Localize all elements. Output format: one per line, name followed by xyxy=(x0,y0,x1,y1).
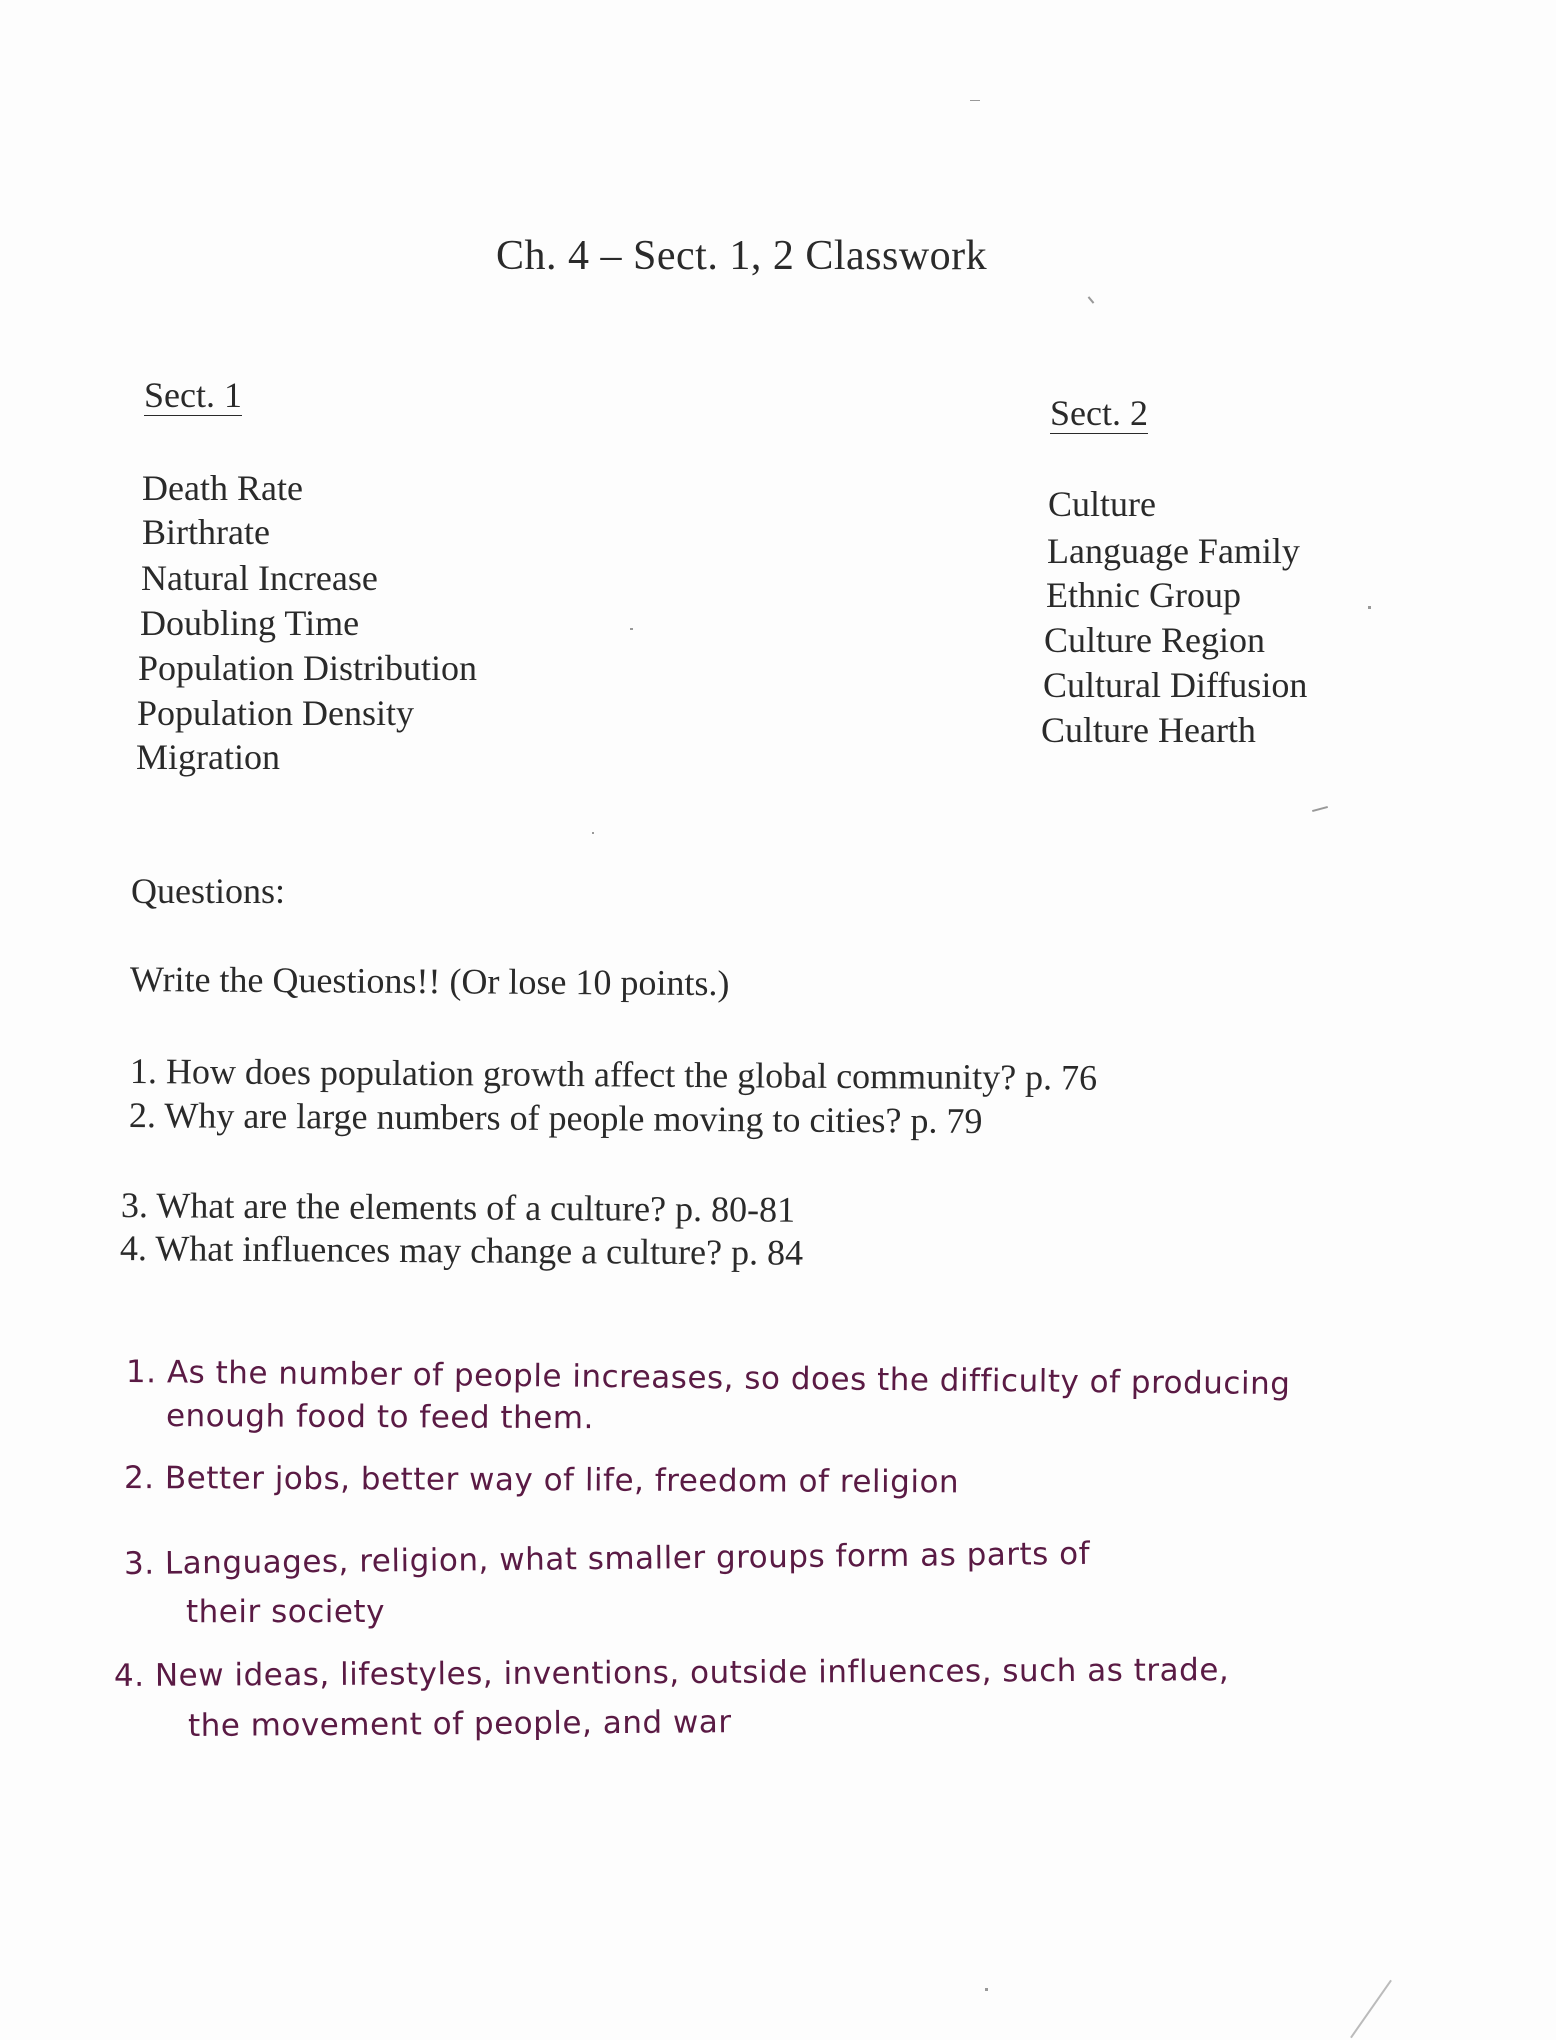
sect2-heading: Sect. 2 xyxy=(1050,393,1148,433)
sect1-term: Death Rate xyxy=(142,468,303,508)
sect2-term: Culture Region xyxy=(1044,620,1265,660)
scan-speck xyxy=(1350,1980,1392,2038)
answer-2-line1: 2. Better jobs, better way of life, freedom of religion xyxy=(123,1460,960,1501)
answer-3-line1: 3. Languages, religion, what smaller groups form as parts of xyxy=(123,1535,1091,1582)
question-item: 3. What are the elements of a culture? p. 80-81 xyxy=(120,1185,796,1230)
scan-speck xyxy=(985,1988,988,1991)
questions-label: Questions: xyxy=(131,871,286,911)
sect1-term: Birthrate xyxy=(142,512,270,552)
scan-speck xyxy=(1368,606,1371,609)
scan-speck xyxy=(1088,296,1095,303)
question-item: 4. What influences may change a culture? p. 84 xyxy=(119,1228,804,1273)
page-title: Ch. 4 – Sect. 1, 2 Classwork xyxy=(496,233,988,279)
scan-speck xyxy=(630,628,633,630)
answer-4-line2: the movement of people, and war xyxy=(187,1704,732,1744)
sect2-term: Ethnic Group xyxy=(1046,575,1241,615)
scan-speck xyxy=(592,832,594,834)
sect1-term: Doubling Time xyxy=(140,603,360,643)
scan-speck xyxy=(1312,806,1328,812)
answer-3-line2: their society xyxy=(186,1594,385,1630)
sect2-term: Culture xyxy=(1048,484,1156,524)
answer-1-line1: 1. As the number of people increases, so does the difficulty of producing xyxy=(125,1354,1291,1403)
question-item: 1. How does population growth affect the global community? p. 76 xyxy=(129,1051,1098,1098)
scan-speck xyxy=(970,100,980,101)
sect2-term: Cultural Diffusion xyxy=(1043,665,1308,705)
sect1-heading: Sect. 1 xyxy=(144,375,242,415)
instruction-text: Write the Questions!! (Or lose 10 points.) xyxy=(129,959,730,1004)
sect1-term: Population Distribution xyxy=(138,648,478,688)
sect1-term: Population Density xyxy=(137,693,414,733)
sect2-term: Language Family xyxy=(1047,531,1300,571)
sect2-term: Culture Hearth xyxy=(1041,710,1256,750)
answer-1-line2: enough food to feed them. xyxy=(165,1398,594,1437)
sect1-term: Natural Increase xyxy=(141,558,378,598)
sect1-term: Migration xyxy=(136,737,280,777)
answer-4-line1: 4. New ideas, lifestyles, inventions, outside influences, such as trade, xyxy=(113,1652,1230,1694)
question-item: 2. Why are large numbers of people moving to cities? p. 79 xyxy=(128,1095,983,1141)
